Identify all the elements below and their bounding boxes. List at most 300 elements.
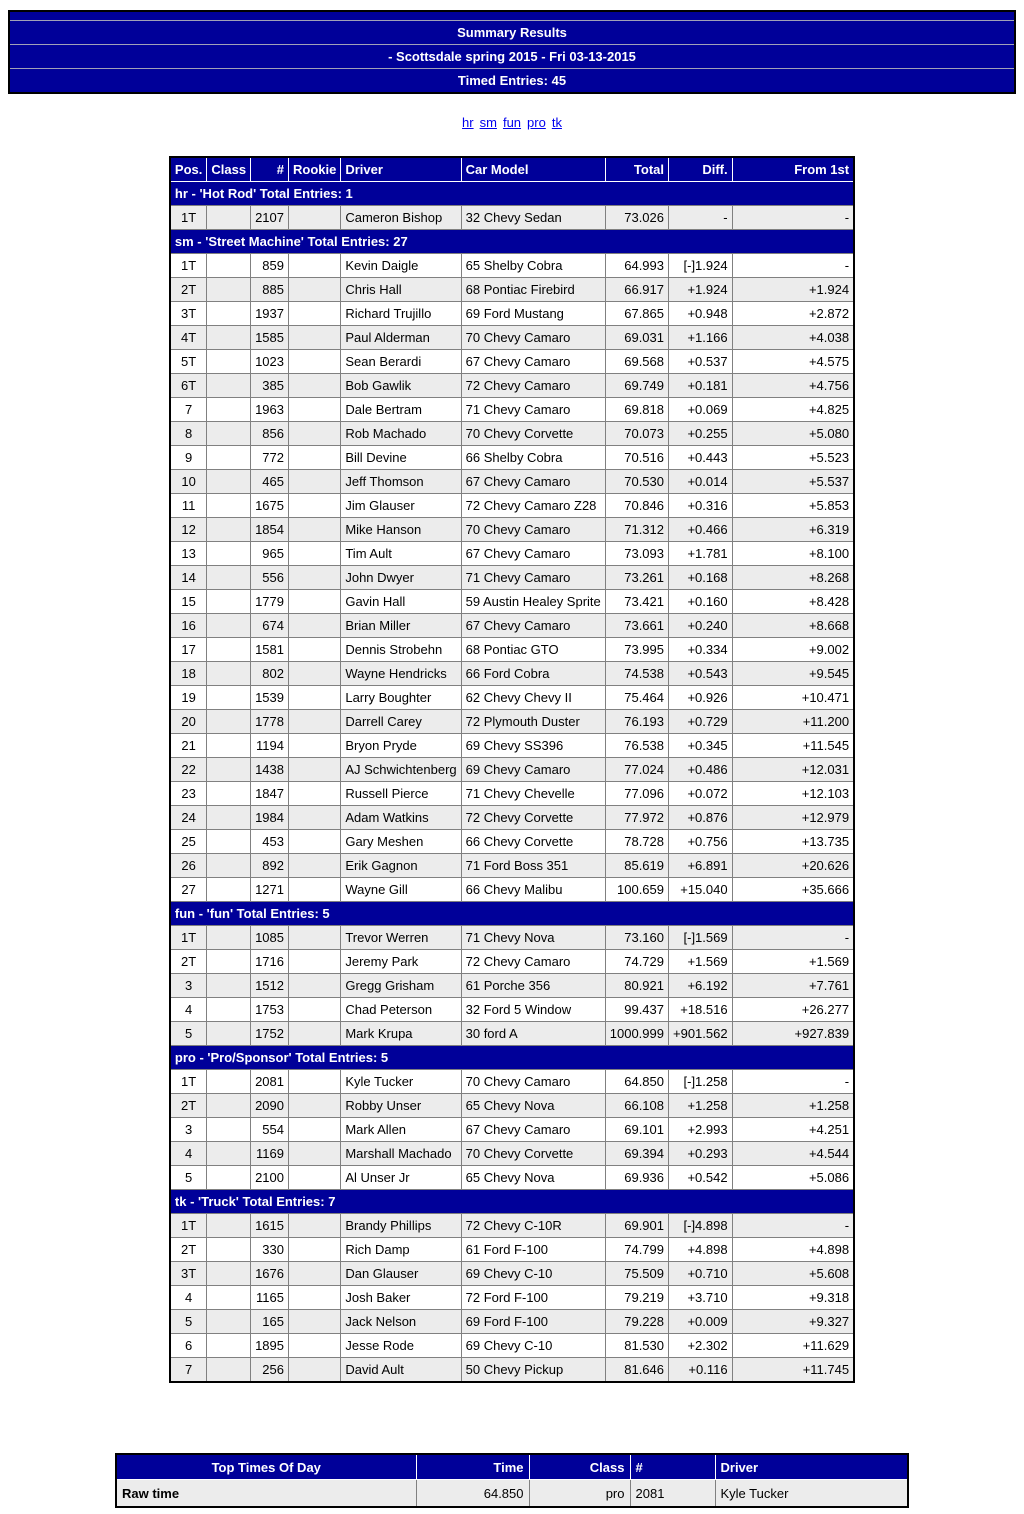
cell-total: 64.850 <box>605 1070 668 1094</box>
cell-driver: AJ Schwichtenberg <box>341 758 461 782</box>
cell-class <box>207 518 251 542</box>
cell-class <box>207 734 251 758</box>
cell-rookie <box>289 350 341 374</box>
cell-pos: 14 <box>170 566 207 590</box>
toptimes-cell-time: 64.850 <box>416 1480 529 1508</box>
toptimes-header-class: Class <box>529 1454 630 1480</box>
cell-pos: 23 <box>170 782 207 806</box>
cell-diff: +1.569 <box>669 950 733 974</box>
result-row <box>170 1166 854 1190</box>
cell-diff: +901.562 <box>669 1022 733 1046</box>
cell-from1st: +1.924 <box>732 278 854 302</box>
cell-car: 67 Chevy Camaro <box>461 1118 605 1142</box>
cell-pos: 17 <box>170 638 207 662</box>
cell-pos: 22 <box>170 758 207 782</box>
result-row <box>170 878 854 902</box>
cell-rookie <box>289 734 341 758</box>
result-row <box>170 830 854 854</box>
section-row-fun <box>170 902 854 926</box>
cell-car: 66 Shelby Cobra <box>461 446 605 470</box>
result-row <box>170 806 854 830</box>
cell-diff: +0.466 <box>669 518 733 542</box>
cell-from1st: +4.898 <box>732 1238 854 1262</box>
result-row <box>170 566 854 590</box>
result-row <box>170 1262 854 1286</box>
cell-driver: Wayne Hendricks <box>341 662 461 686</box>
cell-total: 69.568 <box>605 350 668 374</box>
cell-num: 1085 <box>251 926 289 950</box>
cell-car: 72 Chevy Corvette <box>461 806 605 830</box>
toptimes-cell-label: Raw time <box>116 1480 416 1508</box>
result-row <box>170 254 854 278</box>
section-header-sm: sm - 'Street Machine' Total Entries: 27 <box>170 230 854 254</box>
cell-class <box>207 1118 251 1142</box>
cell-pos: 12 <box>170 518 207 542</box>
cell-car: 61 Ford F-100 <box>461 1238 605 1262</box>
nav-link-fun[interactable]: fun <box>502 115 522 130</box>
cell-diff: +0.542 <box>669 1166 733 1190</box>
section-header-fun: fun - 'fun' Total Entries: 5 <box>170 902 854 926</box>
cell-total: 77.024 <box>605 758 668 782</box>
cell-car: 69 Chevy SS396 <box>461 734 605 758</box>
result-row <box>170 1070 854 1094</box>
cell-class <box>207 206 251 230</box>
cell-driver: Kevin Daigle <box>341 254 461 278</box>
cell-num: 1271 <box>251 878 289 902</box>
cell-pos: 2T <box>170 278 207 302</box>
cell-num: 1716 <box>251 950 289 974</box>
result-row <box>170 1310 854 1334</box>
cell-diff: +0.181 <box>669 374 733 398</box>
cell-num: 2107 <box>251 206 289 230</box>
cell-pos: 7 <box>170 398 207 422</box>
cell-driver: Marshall Machado <box>341 1142 461 1166</box>
cell-car: 30 ford A <box>461 1022 605 1046</box>
cell-total: 81.646 <box>605 1358 668 1383</box>
cell-pos: 4 <box>170 1286 207 1310</box>
cell-driver: Robby Unser <box>341 1094 461 1118</box>
nav-link-tk[interactable]: tk <box>551 115 562 130</box>
cell-total: 76.538 <box>605 734 668 758</box>
cell-from1st: +12.103 <box>732 782 854 806</box>
cell-from1st: - <box>732 926 854 950</box>
cell-num: 1675 <box>251 494 289 518</box>
cell-class <box>207 1262 251 1286</box>
cell-driver: Darrell Carey <box>341 710 461 734</box>
result-row <box>170 302 854 326</box>
cell-driver: Mike Hanson <box>341 518 461 542</box>
cell-diff: [-]1.258 <box>669 1070 733 1094</box>
cell-rookie <box>289 254 341 278</box>
cell-car: 69 Chevy C-10 <box>461 1262 605 1286</box>
cell-pos: 15 <box>170 590 207 614</box>
col-header-diff: Diff. <box>669 157 733 182</box>
cell-class <box>207 758 251 782</box>
result-row <box>170 782 854 806</box>
result-row <box>170 950 854 974</box>
cell-car: 71 Chevy Chevelle <box>461 782 605 806</box>
cell-total: 69.101 <box>605 1118 668 1142</box>
cell-rookie <box>289 1286 341 1310</box>
result-row <box>170 494 854 518</box>
result-row <box>170 926 854 950</box>
nav-link-pro[interactable]: pro <box>527 115 546 130</box>
cell-rookie <box>289 1238 341 1262</box>
cell-from1st: +9.327 <box>732 1310 854 1334</box>
cell-num: 165 <box>251 1310 289 1334</box>
cell-driver: Chris Hall <box>341 278 461 302</box>
cell-total: 73.261 <box>605 566 668 590</box>
cell-total: 76.193 <box>605 710 668 734</box>
cell-driver: Paul Alderman <box>341 326 461 350</box>
cell-num: 1937 <box>251 302 289 326</box>
cell-car: 66 Ford Cobra <box>461 662 605 686</box>
cell-rookie <box>289 686 341 710</box>
nav-link-sm[interactable]: sm <box>479 115 497 130</box>
cell-num: 330 <box>251 1238 289 1262</box>
cell-total: 74.729 <box>605 950 668 974</box>
cell-rookie <box>289 206 341 230</box>
result-row <box>170 206 854 230</box>
cell-from1st: +4.575 <box>732 350 854 374</box>
cell-car: 69 Ford F-100 <box>461 1310 605 1334</box>
cell-car: 65 Chevy Nova <box>461 1094 605 1118</box>
result-row <box>170 350 854 374</box>
cell-diff: +0.756 <box>669 830 733 854</box>
cell-total: 66.108 <box>605 1094 668 1118</box>
result-row <box>170 854 854 878</box>
cell-diff: +15.040 <box>669 878 733 902</box>
cell-class <box>207 614 251 638</box>
result-row <box>170 398 854 422</box>
cell-pos: 4 <box>170 998 207 1022</box>
cell-pos: 18 <box>170 662 207 686</box>
cell-pos: 20 <box>170 710 207 734</box>
results-table <box>169 156 855 1383</box>
cell-class <box>207 590 251 614</box>
cell-class <box>207 1214 251 1238</box>
cell-from1st: +11.745 <box>732 1358 854 1383</box>
cell-from1st: - <box>732 1214 854 1238</box>
cell-diff: +0.537 <box>669 350 733 374</box>
cell-class <box>207 638 251 662</box>
cell-class <box>207 1142 251 1166</box>
cell-total: 64.993 <box>605 254 668 278</box>
cell-diff: [-]1.924 <box>669 254 733 278</box>
cell-class <box>207 1238 251 1262</box>
result-row <box>170 1286 854 1310</box>
cell-driver: Erik Gagnon <box>341 854 461 878</box>
cell-total: 79.228 <box>605 1310 668 1334</box>
cell-diff: +2.993 <box>669 1118 733 1142</box>
cell-num: 554 <box>251 1118 289 1142</box>
cell-rookie <box>289 494 341 518</box>
cell-class <box>207 326 251 350</box>
cell-class <box>207 806 251 830</box>
cell-driver: Brandy Phillips <box>341 1214 461 1238</box>
cell-pos: 27 <box>170 878 207 902</box>
cell-pos: 3 <box>170 974 207 998</box>
cell-rookie <box>289 878 341 902</box>
cell-rookie <box>289 278 341 302</box>
cell-car: 70 Chevy Corvette <box>461 1142 605 1166</box>
cell-class <box>207 398 251 422</box>
result-row <box>170 446 854 470</box>
cell-driver: Rob Machado <box>341 422 461 446</box>
cell-driver: Jack Nelson <box>341 1310 461 1334</box>
cell-diff: +0.926 <box>669 686 733 710</box>
cell-rookie <box>289 518 341 542</box>
cell-rookie <box>289 590 341 614</box>
cell-class <box>207 1334 251 1358</box>
cell-car: 72 Chevy Camaro Z28 <box>461 494 605 518</box>
result-row <box>170 422 854 446</box>
cell-pos: 4T <box>170 326 207 350</box>
cell-diff: +0.948 <box>669 302 733 326</box>
cell-diff: +1.258 <box>669 1094 733 1118</box>
cell-from1st: +26.277 <box>732 998 854 1022</box>
section-header-pro: pro - 'Pro/Sponsor' Total Entries: 5 <box>170 1046 854 1070</box>
cell-from1st: +8.100 <box>732 542 854 566</box>
cell-driver: Mark Allen <box>341 1118 461 1142</box>
cell-from1st: +7.761 <box>732 974 854 998</box>
cell-total: 69.031 <box>605 326 668 350</box>
col-header-carmodel: Car Model <box>461 157 605 182</box>
cell-rookie <box>289 1070 341 1094</box>
cell-class <box>207 1022 251 1046</box>
cell-pos: 1T <box>170 254 207 278</box>
cell-driver: Dale Bertram <box>341 398 461 422</box>
cell-class <box>207 446 251 470</box>
results-header-row <box>170 157 854 182</box>
cell-car: 69 Chevy Camaro <box>461 758 605 782</box>
cell-total: 69.818 <box>605 398 668 422</box>
result-row <box>170 1238 854 1262</box>
cell-from1st: +13.735 <box>732 830 854 854</box>
cell-num: 1753 <box>251 998 289 1022</box>
cell-total: 71.312 <box>605 518 668 542</box>
cell-from1st: +8.668 <box>732 614 854 638</box>
cell-num: 1165 <box>251 1286 289 1310</box>
cell-num: 885 <box>251 278 289 302</box>
cell-rookie <box>289 806 341 830</box>
cell-car: 61 Porche 356 <box>461 974 605 998</box>
cell-from1st: +4.756 <box>732 374 854 398</box>
cell-total: 70.846 <box>605 494 668 518</box>
cell-from1st: - <box>732 1070 854 1094</box>
cell-class <box>207 1166 251 1190</box>
cell-total: 69.936 <box>605 1166 668 1190</box>
cell-diff: +0.345 <box>669 734 733 758</box>
cell-class <box>207 1286 251 1310</box>
toptimes-header-title: Top Times Of Day <box>116 1454 416 1480</box>
cell-total: 73.661 <box>605 614 668 638</box>
cell-from1st: +4.251 <box>732 1118 854 1142</box>
cell-num: 859 <box>251 254 289 278</box>
cell-num: 856 <box>251 422 289 446</box>
cell-driver: Adam Watkins <box>341 806 461 830</box>
cell-rookie <box>289 374 341 398</box>
cell-num: 1752 <box>251 1022 289 1046</box>
cell-class <box>207 542 251 566</box>
result-row <box>170 278 854 302</box>
cell-diff: +0.876 <box>669 806 733 830</box>
cell-diff: +0.160 <box>669 590 733 614</box>
cell-rookie <box>289 974 341 998</box>
cell-from1st: +5.086 <box>732 1166 854 1190</box>
section-header-hr: hr - 'Hot Rod' Total Entries: 1 <box>170 182 854 206</box>
cell-car: 69 Chevy C-10 <box>461 1334 605 1358</box>
cell-from1st: +5.853 <box>732 494 854 518</box>
cell-pos: 24 <box>170 806 207 830</box>
cell-pos: 2T <box>170 1094 207 1118</box>
cell-car: 72 Plymouth Duster <box>461 710 605 734</box>
cell-pos: 19 <box>170 686 207 710</box>
cell-class <box>207 278 251 302</box>
nav-link-hr[interactable]: hr <box>462 115 474 130</box>
cell-rookie <box>289 758 341 782</box>
cell-from1st: +8.268 <box>732 566 854 590</box>
cell-car: 72 Chevy Camaro <box>461 374 605 398</box>
cell-pos: 10 <box>170 470 207 494</box>
class-nav <box>0 115 1024 130</box>
cell-car: 65 Chevy Nova <box>461 1166 605 1190</box>
cell-total: 75.464 <box>605 686 668 710</box>
cell-driver: Josh Baker <box>341 1286 461 1310</box>
cell-rookie <box>289 1214 341 1238</box>
cell-rookie <box>289 614 341 638</box>
cell-diff: [-]1.569 <box>669 926 733 950</box>
cell-car: 67 Chevy Camaro <box>461 542 605 566</box>
cell-driver: Jeremy Park <box>341 950 461 974</box>
cell-car: 68 Pontiac Firebird <box>461 278 605 302</box>
cell-rookie <box>289 302 341 326</box>
cell-rookie <box>289 470 341 494</box>
cell-total: 73.160 <box>605 926 668 950</box>
col-header-class: Class <box>207 157 251 182</box>
cell-pos: 4 <box>170 1142 207 1166</box>
cell-num: 674 <box>251 614 289 638</box>
cell-from1st: +9.545 <box>732 662 854 686</box>
cell-class <box>207 926 251 950</box>
cell-diff: - <box>669 206 733 230</box>
cell-pos: 2T <box>170 950 207 974</box>
cell-car: 66 Chevy Malibu <box>461 878 605 902</box>
cell-num: 453 <box>251 830 289 854</box>
cell-rookie <box>289 638 341 662</box>
cell-diff: +18.516 <box>669 998 733 1022</box>
cell-num: 1778 <box>251 710 289 734</box>
page-title: Summary Results <box>10 20 1014 44</box>
cell-car: 71 Chevy Camaro <box>461 566 605 590</box>
event-title: - Scottsdale spring 2015 - Fri 03-13-2015 <box>10 44 1014 68</box>
cell-total: 69.394 <box>605 1142 668 1166</box>
cell-rookie <box>289 542 341 566</box>
cell-driver: John Dwyer <box>341 566 461 590</box>
cell-car: 32 Ford 5 Window <box>461 998 605 1022</box>
cell-pos: 8 <box>170 422 207 446</box>
cell-from1st: - <box>732 254 854 278</box>
cell-rookie <box>289 1022 341 1046</box>
cell-class <box>207 1310 251 1334</box>
cell-class <box>207 830 251 854</box>
cell-class <box>207 782 251 806</box>
cell-num: 802 <box>251 662 289 686</box>
cell-from1st: +4.038 <box>732 326 854 350</box>
cell-diff: +6.891 <box>669 854 733 878</box>
cell-driver: Trevor Werren <box>341 926 461 950</box>
col-header-pos: Pos. <box>170 157 207 182</box>
cell-num: 1895 <box>251 1334 289 1358</box>
result-row <box>170 734 854 758</box>
cell-pos: 3T <box>170 1262 207 1286</box>
cell-from1st: +5.608 <box>732 1262 854 1286</box>
cell-car: 70 Chevy Camaro <box>461 1070 605 1094</box>
result-row <box>170 590 854 614</box>
cell-num: 1676 <box>251 1262 289 1286</box>
cell-driver: David Ault <box>341 1358 461 1383</box>
cell-from1st: +6.319 <box>732 518 854 542</box>
result-row <box>170 470 854 494</box>
cell-pos: 11 <box>170 494 207 518</box>
cell-from1st: - <box>732 206 854 230</box>
col-header-rookie: Rookie <box>289 157 341 182</box>
cell-diff: +0.334 <box>669 638 733 662</box>
result-row <box>170 710 854 734</box>
cell-rookie <box>289 1262 341 1286</box>
cell-total: 66.917 <box>605 278 668 302</box>
cell-car: 62 Chevy Chevy II <box>461 686 605 710</box>
cell-diff: +0.240 <box>669 614 733 638</box>
cell-num: 1615 <box>251 1214 289 1238</box>
cell-driver: Jesse Rode <box>341 1334 461 1358</box>
section-row-pro <box>170 1046 854 1070</box>
cell-class <box>207 854 251 878</box>
cell-driver: Al Unser Jr <box>341 1166 461 1190</box>
cell-driver: Cameron Bishop <box>341 206 461 230</box>
result-row <box>170 326 854 350</box>
cell-num: 965 <box>251 542 289 566</box>
cell-diff: +6.192 <box>669 974 733 998</box>
cell-car: 71 Chevy Camaro <box>461 398 605 422</box>
cell-driver: Brian Miller <box>341 614 461 638</box>
result-row <box>170 1022 854 1046</box>
cell-from1st: +11.629 <box>732 1334 854 1358</box>
cell-total: 80.921 <box>605 974 668 998</box>
cell-pos: 26 <box>170 854 207 878</box>
cell-class <box>207 1070 251 1094</box>
cell-diff: +0.443 <box>669 446 733 470</box>
cell-driver: Richard Trujillo <box>341 302 461 326</box>
top-times-row <box>116 1480 908 1508</box>
cell-total: 70.073 <box>605 422 668 446</box>
result-row <box>170 1094 854 1118</box>
cell-driver: Tim Ault <box>341 542 461 566</box>
cell-driver: Dennis Strobehn <box>341 638 461 662</box>
cell-pos: 7 <box>170 1358 207 1383</box>
cell-num: 772 <box>251 446 289 470</box>
timed-entries-count: Timed Entries: 45 <box>10 68 1014 92</box>
cell-car: 65 Shelby Cobra <box>461 254 605 278</box>
col-header-number: # <box>251 157 289 182</box>
cell-rookie <box>289 782 341 806</box>
cell-num: 1539 <box>251 686 289 710</box>
cell-from1st: +10.471 <box>732 686 854 710</box>
cell-from1st: +9.002 <box>732 638 854 662</box>
cell-from1st: +1.569 <box>732 950 854 974</box>
cell-driver: Gary Meshen <box>341 830 461 854</box>
cell-pos: 1T <box>170 206 207 230</box>
